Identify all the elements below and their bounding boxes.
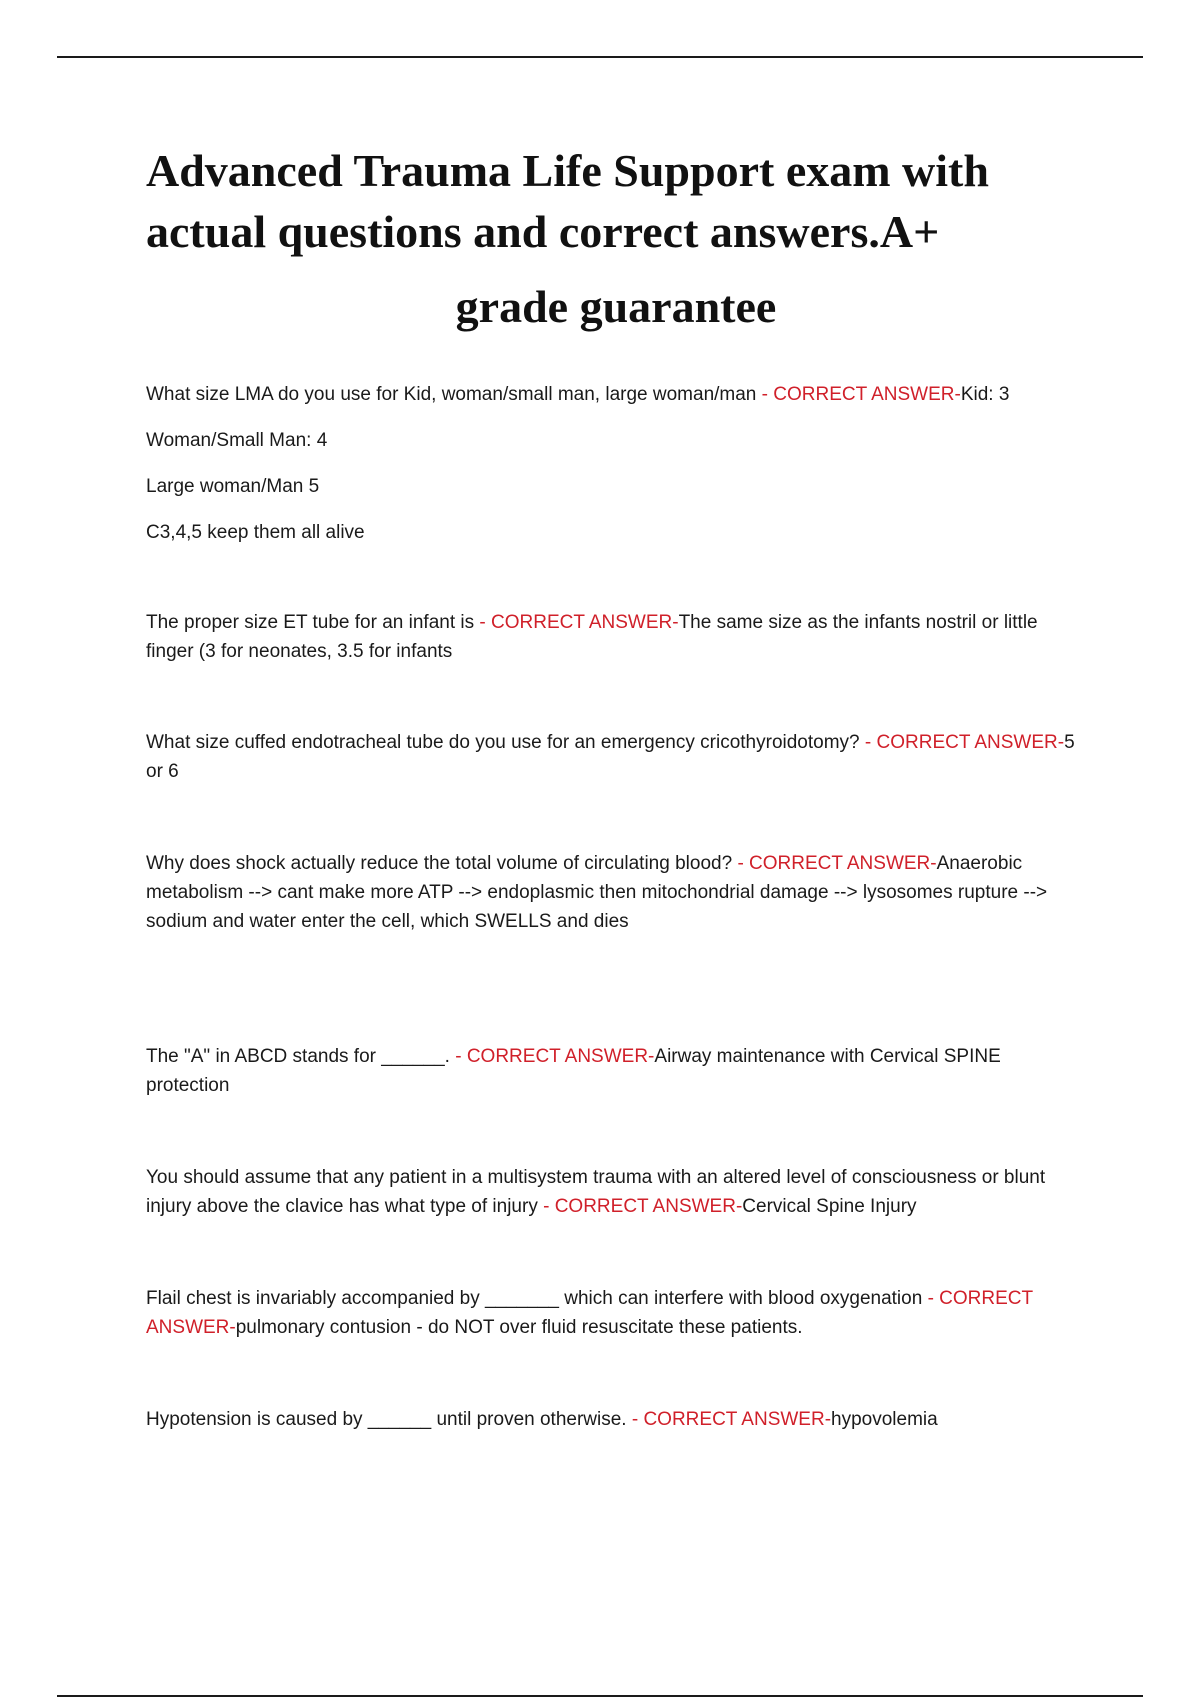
qa-item-1 <box>146 380 1086 547</box>
question-text: You should assume that any patient in a multisystem trauma with an altered level of consciousness or blunt injury above the clavice has what type of injury <box>146 1167 1046 1217</box>
correct-answer-label: - CORRECT ANSWER- <box>864 732 1065 753</box>
answer-text: The same size as the infants nostril or little finger (3 for neonates, 3.5 for infants <box>146 612 1038 662</box>
qa-text <box>146 1405 1086 1434</box>
correct-answer-label: - CORRECT ANSWER- <box>479 612 679 633</box>
answer-text: hypovolemia <box>831 1409 938 1430</box>
question-text: The "A" in ABCD stands for ______. <box>146 1046 456 1067</box>
correct-answer-label: - CORRECT ANSWER- <box>737 853 937 874</box>
qa-text <box>146 849 1086 936</box>
title-line-1: Advanced Trauma Life Support exam with <box>146 145 989 196</box>
answer-text: Kid: 3 <box>960 384 1010 405</box>
qa-text <box>146 1042 1086 1100</box>
title-line-3: grade guarantee <box>455 281 777 332</box>
qa-item-8 <box>146 1405 1086 1434</box>
question-text: The proper size ET tube for an infant is <box>146 612 480 633</box>
question-text: Hypotension is caused by ______ until proven otherwise. <box>146 1409 632 1430</box>
qa-item-6 <box>146 1163 1086 1221</box>
qa-item-7 <box>146 1284 1086 1342</box>
answer-text: Airway maintenance with Cervical SPINE protection <box>146 1046 1001 1096</box>
correct-answer-label: - CORRECT ANSWER- <box>631 1409 832 1430</box>
answer-text: Anaerobic metabolism --> cant make more ATP --> endoplasmic then mitochondrial damage --> lysosomes rupture --> sodium and water enter the cell, which SWELLS and dies <box>146 853 1048 932</box>
qa-item-3 <box>146 728 1086 786</box>
document-body <box>146 140 1086 1430</box>
title-line-2: actual questions and correct answers.A+ <box>146 206 940 257</box>
answer-line: C3,4,5 keep them all alive <box>146 522 365 543</box>
bottom-rule <box>57 1695 1143 1697</box>
question-text: Flail chest is invariably accompanied by _______ which can interfere with blood oxygenation <box>146 1288 928 1309</box>
answer-line: Woman/Small Man: 4 <box>146 430 328 451</box>
qa-text <box>146 1284 1086 1342</box>
top-rule <box>57 56 1143 58</box>
correct-answer-label: - CORRECT ANSWER- <box>761 384 961 405</box>
question-text: What size cuffed endotracheal tube do you use for an emergency cricothyroidotomy? <box>146 732 865 753</box>
question-text: What size LMA do you use for Kid, woman/small man, large woman/man <box>146 384 762 405</box>
qa-text <box>146 728 1086 786</box>
qa-item-2 <box>146 608 1086 666</box>
question-text: Why does shock actually reduce the total volume of circulating blood? <box>146 853 738 874</box>
document-title <box>146 140 1086 337</box>
correct-answer-label: - CORRECT ANSWER- <box>455 1046 655 1067</box>
correct-answer-label: - CORRECT ANSWER- <box>543 1196 743 1217</box>
answer-line: Large woman/Man 5 <box>146 476 320 497</box>
qa-text <box>146 380 1086 409</box>
correct-answer-label: - CORRECT ANSWER- <box>146 1288 1033 1338</box>
qa-text <box>146 608 1086 666</box>
answer-text: Cervical Spine Injury <box>742 1196 917 1217</box>
answer-text: pulmonary contusion - do NOT over fluid resuscitate these patients. <box>235 1317 803 1338</box>
qa-text <box>146 1163 1086 1221</box>
qa-item-5 <box>146 1042 1086 1100</box>
qa-item-4 <box>146 849 1086 936</box>
answer-text: 5 or 6 <box>146 732 1075 782</box>
